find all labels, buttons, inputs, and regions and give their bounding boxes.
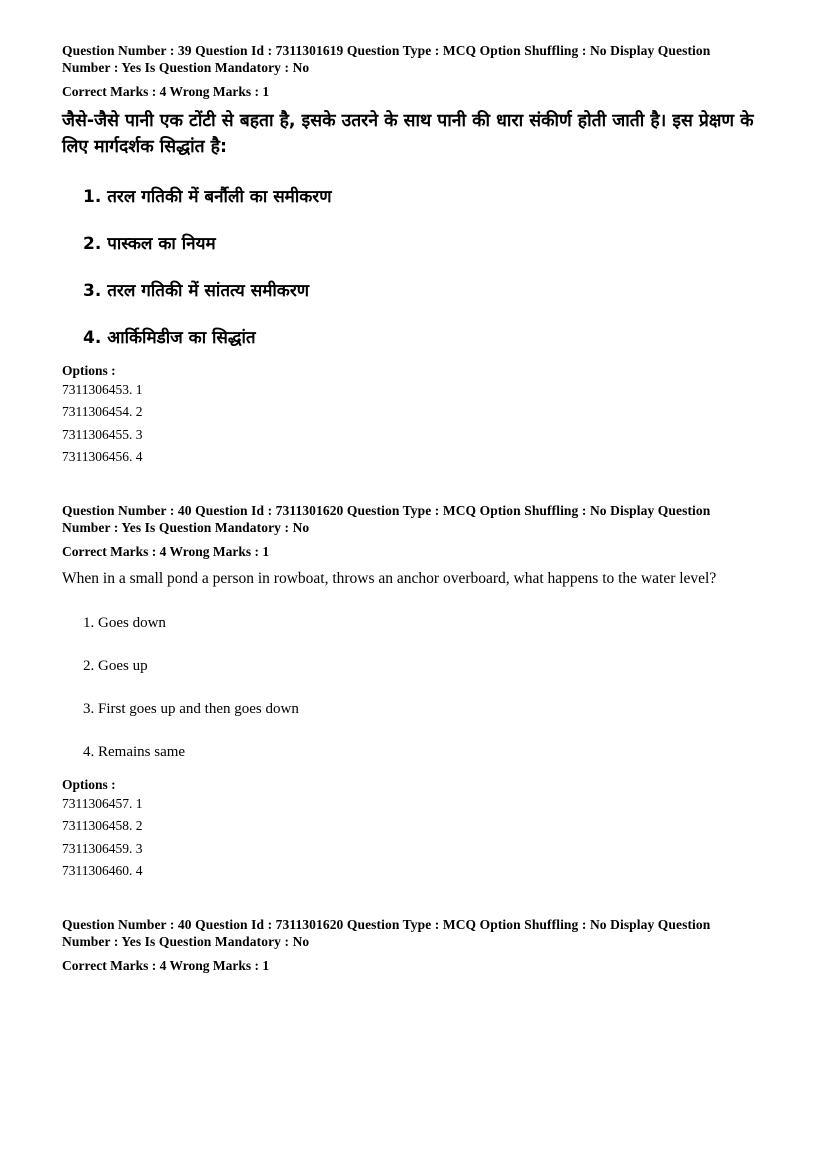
question-39-marks-line: Correct Marks : 4 Wrong Marks : 1 <box>62 84 270 99</box>
question-40-meta-line: Question Number : 40 Question Id : 7311301620 Question Type : MCQ Option Shuffling : No Display Question Number : Yes Is Question Mandatory : No <box>62 503 711 536</box>
question-40-choice-1: 1. Goes down <box>83 615 166 632</box>
question-39-text: जैसे-जैसे पानी एक टोंटी से बहता है, इसके उतरने के साथ पानी की धारा संकीर्ण होती जाती है। इस प्रेक्षण के लिए मार्गदर्शक सिद्धांत है: <box>62 111 754 157</box>
question-39-options-label: Options : <box>62 363 116 378</box>
question-40-choices <box>62 614 762 762</box>
question-39-option-id-3: 7311306455. 3 <box>62 426 143 442</box>
question-40-option-id-3: 7311306459. 3 <box>62 840 143 856</box>
question-39-option-ids <box>62 379 762 468</box>
question-40-option-id-2: 7311306458. 2 <box>62 818 143 834</box>
question-40-choice-3: 3. First goes up and then goes down <box>83 701 299 718</box>
question-40-repeat-marks-line: Correct Marks : 4 Wrong Marks : 1 <box>62 958 270 974</box>
question-39-option-id-4: 7311306456. 4 <box>62 448 143 464</box>
question-39-meta-line: Question Number : 39 Question Id : 7311301619 Question Type : MCQ Option Shuffling : No Display Question Number : Yes Is Question Mandatory : No <box>62 43 711 75</box>
question-39-choice-2: 2. पास्कल का नियम <box>83 234 216 254</box>
question-40-choice-4: 4. Remains same <box>83 744 186 761</box>
question-40-options-label: Options : <box>62 777 116 793</box>
question-40-option-id-4: 7311306460. 4 <box>62 863 143 879</box>
question-40-block <box>62 502 762 882</box>
question-39-choice-3: 3. तरल गतिकी में सांतत्य समीकरण <box>83 281 310 301</box>
question-39-option-id-1: 7311306453. 1 <box>62 382 143 397</box>
question-39-block <box>62 42 762 468</box>
question-39-choices <box>62 187 762 348</box>
question-39-choice-1: 1. तरल गतिकी में बर्नौली का समीकरण <box>83 187 332 207</box>
question-40-repeat-header-block <box>62 916 762 974</box>
question-40-option-id-1: 7311306457. 1 <box>62 796 143 812</box>
question-40-option-ids <box>62 793 762 882</box>
question-40-choice-2: 2. Goes up <box>83 658 148 675</box>
question-40-marks-line: Correct Marks : 4 Wrong Marks : 1 <box>62 544 270 560</box>
question-39-choice-4: 4. आर्किमिडीज का सिद्धांत <box>83 328 256 348</box>
question-39-option-id-2: 7311306454. 2 <box>62 404 143 420</box>
question-40-repeat-meta-line: Question Number : 40 Question Id : 7311301620 Question Type : MCQ Option Shuffling : No Display Question Number : Yes Is Question Mandatory : No <box>62 917 711 950</box>
question-40-text: When in a small pond a person in rowboat, throws an anchor overboard, what happens to the water level? <box>62 570 717 588</box>
